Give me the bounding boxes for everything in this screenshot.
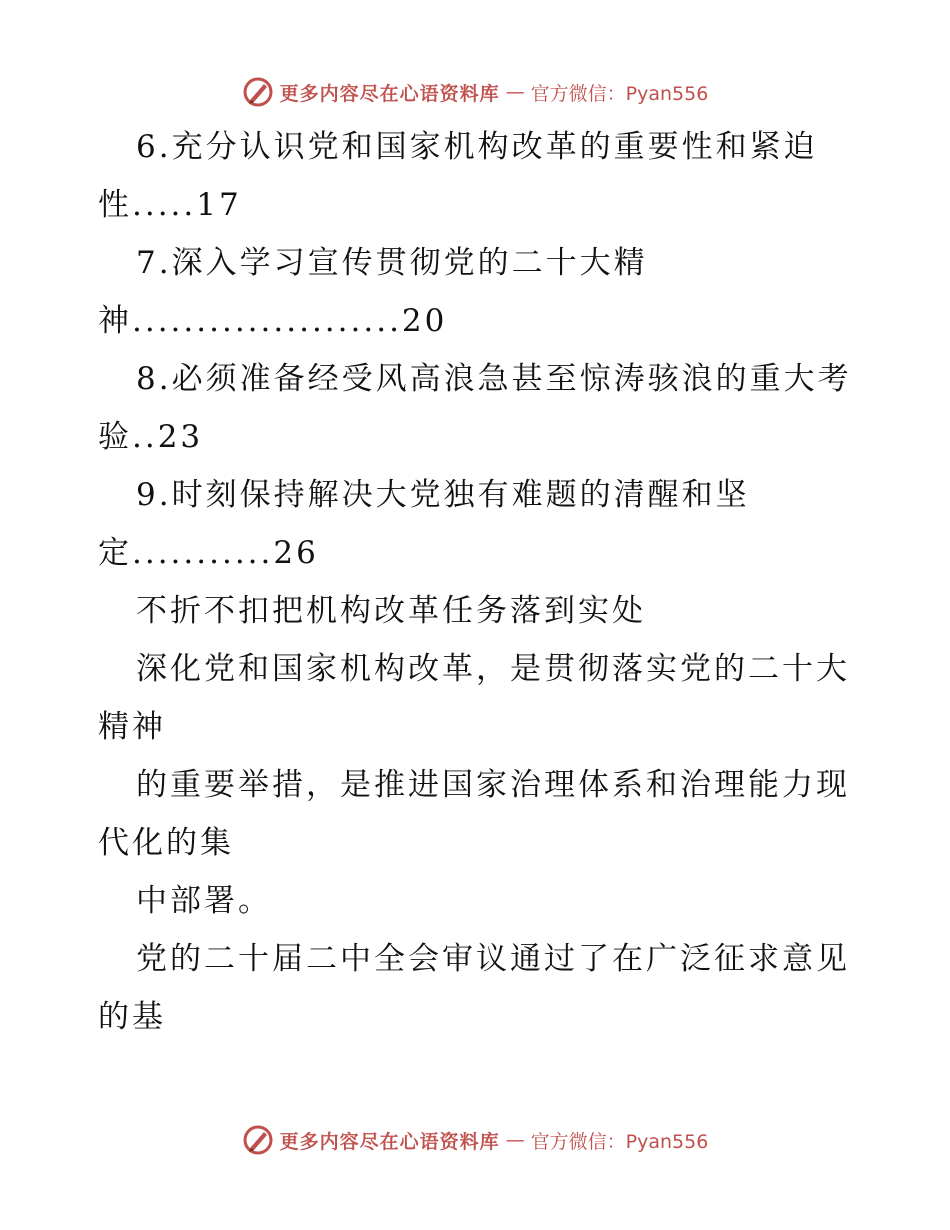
doc-line-4: 神.....................20 [98,303,448,339]
header-banner-dash: — [505,81,525,103]
doc-line-14: 中部署。 [136,883,272,919]
doc-line-15: 党的二十届二中全会审议通过了在广泛征求意见 [136,941,850,977]
header-banner-text: 更多内容尽在心语资料库 [279,82,500,105]
doc-line-10: 深化党和国家机构改革，是贯彻落实党的二十大 [136,651,850,687]
doc-line-5: 8.必须准备经受风高浪急甚至惊涛骇浪的重大考 [136,361,852,397]
red-pen-logo-icon [242,1124,274,1156]
doc-line-11: 精神 [98,709,166,745]
footer-banner-inner [242,1124,709,1156]
footer-banner-dash: — [505,1129,525,1151]
doc-line-12: 的重要举措，是推进国家治理体系和治理能力现 [136,767,850,803]
doc-line-16: 的基 [98,999,166,1035]
header-banner-inner [242,76,709,108]
doc-line-3: 7.深入学习宣传贯彻党的二十大精 [136,245,648,281]
footer-banner [0,1120,950,1160]
doc-line-1: 6.充分认识党和国家机构改革的重要性和紧迫 [136,129,818,165]
doc-line-8: 定...........26 [98,535,319,571]
doc-line-7: 9.时刻保持解决大党独有难题的清醒和坚 [136,477,750,513]
doc-line-9: 不折不扣把机构改革任务落到实处 [136,593,646,629]
doc-line-13: 代化的集 [98,825,234,861]
doc-line-2: 性.....17 [98,187,242,223]
footer-banner-text: 更多内容尽在心语资料库 [279,1130,500,1153]
footer-wechat-text: 官方微信：Pyan556 [530,1130,709,1153]
document-body [98,118,858,1046]
doc-line-6: 验..23 [98,419,204,455]
header-wechat-text: 官方微信：Pyan556 [530,82,709,105]
header-banner [0,72,950,112]
red-pen-logo-icon [242,76,274,108]
